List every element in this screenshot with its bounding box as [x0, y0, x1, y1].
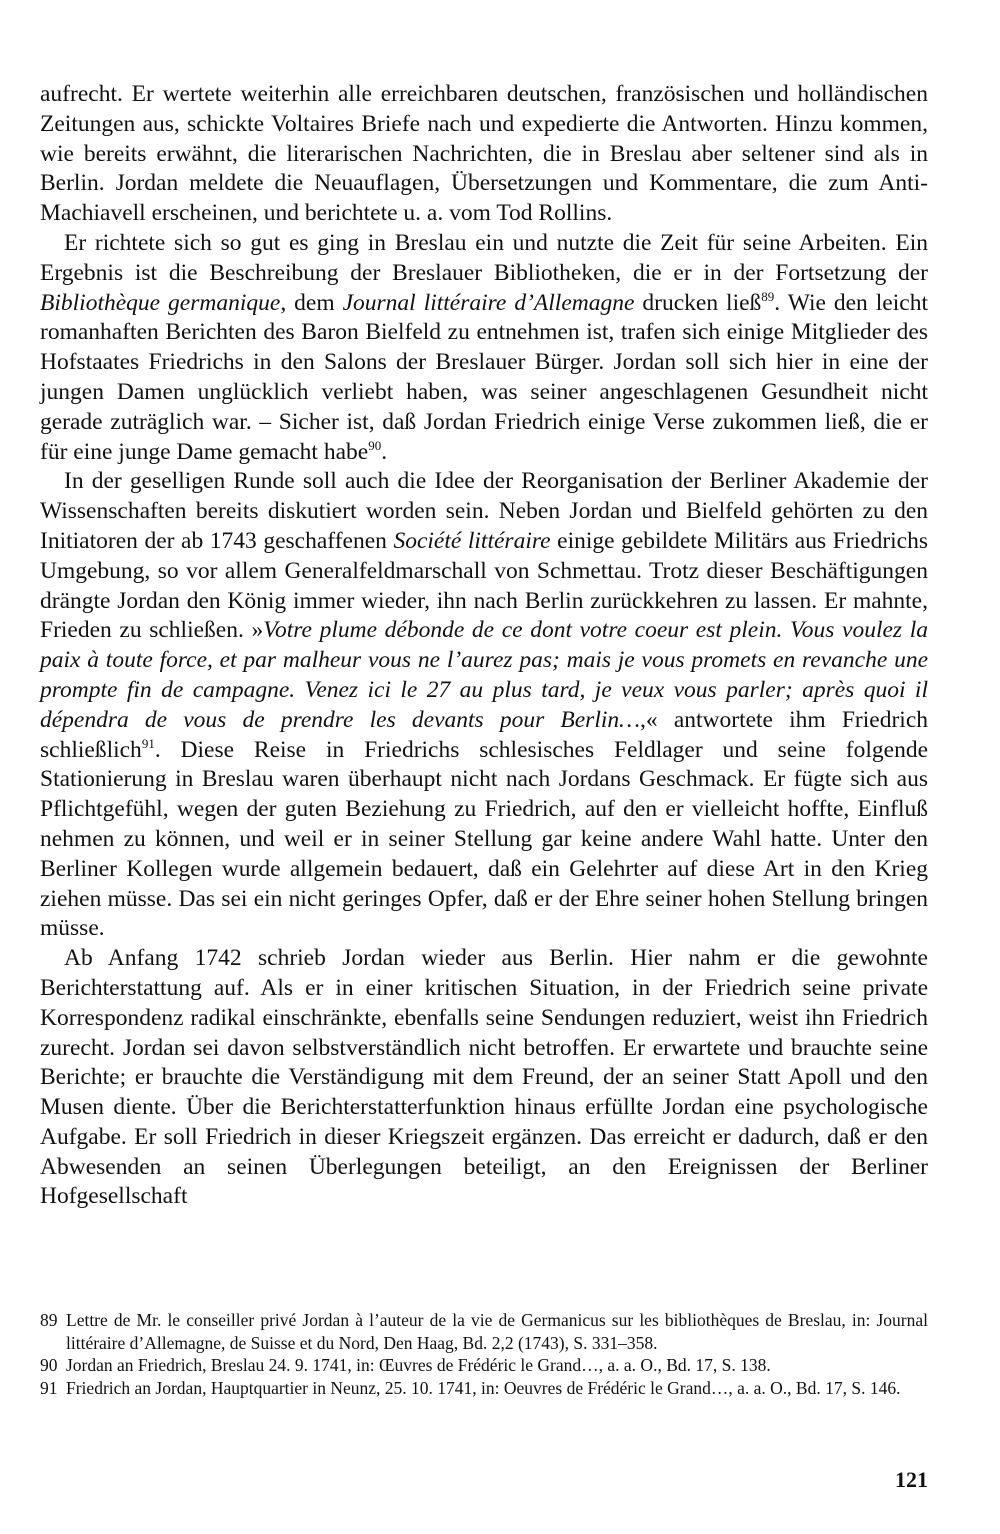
- text-run: . Wie den leicht romanhaften Berichten des Baron Bielfeld zu entnehmen ist, trafen sich einige Mitglieder des Hofstaates Friedrichs in den Salons der Breslauer Bürger. Jordan soll sich hier in eine der jungen Damen unglücklich verliebt haben, was seiner angeschlagenen Gesundheit nicht gerade zuträglich war. – Sicher ist, daß Jordan Friedrich einige Verse zukommen ließ, die er für eine junge Dame gemacht habe: [40, 289, 928, 465]
- footnote-text: Jordan an Friedrich, Breslau 24. 9. 1741, in: Œuvres de Frédéric le Grand…, a. a. O., Bd. 17, S. 138.: [66, 1355, 771, 1375]
- footnote-reference: 90: [368, 437, 382, 453]
- paragraph: [40, 229, 928, 467]
- footnote-reference: 89: [761, 288, 775, 304]
- footnote-number: 91: [40, 1377, 58, 1398]
- text-run: Ab Anfang 1742 schrieb Jordan wieder aus Berlin. Hier nahm er die gewohnte Berichterstattung auf. Als er in einer kritischen Situation, in der Friedrich seine private Korrespondenz radikal einschränkte, ebenfalls seine Sendungen reduziert, weist ihn Friedrich zurecht. Jordan sei davon selbstverständlich nicht betroffen. Er erwartete und brauchte seine Berichte; er brauchte die Verständigung mit dem Freund, der an seiner Statt Apoll und den Musen diente. Über die Berichterstatterfunktion hinaus erfüllte Jordan eine psychologische Aufgabe. Er soll Friedrich in dieser Kriegszeit ergänzen. Das erreicht er dadurch, daß er den Abwesenden an seinen Überlegungen beteiligt, an den Ereignissen der Berliner Hofgesellschaft: [40, 945, 928, 1210]
- paragraph: [40, 80, 928, 229]
- text-run: . Diese Reise in Friedrichs schlesisches Feldlager und seine folgende Stationierung in Breslau waren überhaupt nicht nach Jordans Geschmack. Er fügte sich aus Pflichtgefühl, wegen der guten Beziehung zu Friedrich, auf den er vielleicht hoffte, Einfluß nehmen zu können, und weil er in seiner Stellung gar keine andere Wahl hatte. Unter den Berliner Kollegen wurde allgemein bedauert, daß ein Gelehrter auf diese Art in den Krieg ziehen müsse. Das sei ein nicht geringes Opfer, daß er der Ehre seiner hohen Stellung bringen müsse.: [40, 736, 928, 942]
- text-run: aufrecht. Er wertete weiterhin alle erreichbaren deutschen, französischen und holländischen Zeitungen aus, schickte Voltaires Briefe nach und expedierte die Antworten. Hinzu kommen, wie bereits erwähnt, die literarischen Nachrichten, die in Breslau aber seltener sind als in Berlin. Jordan meldete die Neuauflagen, Übersetzungen und Kommentare, die zum Anti-Machiavell erscheinen, und berichtete u. a. vom Tod Rollins.: [40, 81, 928, 227]
- paragraph: [40, 467, 928, 944]
- footnote: [40, 1354, 928, 1377]
- text-run: , dem: [280, 289, 343, 316]
- footnote: [40, 1309, 928, 1354]
- footnote-reference: 91: [141, 735, 155, 751]
- main-text: [40, 80, 928, 1212]
- text-run: drucken ließ: [634, 289, 762, 316]
- text-run: .: [381, 438, 388, 465]
- italic-text: Journal littéraire d’Allemagne: [342, 289, 635, 316]
- italic-text: Bibliothèque germanique: [40, 289, 281, 316]
- page-number: 121: [895, 1467, 928, 1492]
- text-run: einige gebildete Militärs aus Friedrichs Umgebung, so vor allem Generalfeldmarschall von Schmettau. Trotz dieser Beschäftigungen drängte Jordan den König immer wieder, ihn nach Berlin zurückkehren zu lassen. Er mahnte, Frieden zu schließen. »: [40, 527, 928, 644]
- paragraph: [40, 944, 928, 1212]
- footnote-text: Friedrich an Jordan, Hauptquartier in Neunz, 25. 10. 1741, in: Oeuvres de Frédéric le Grand…, a. a. O., Bd. 17, S. 146.: [66, 1377, 901, 1398]
- footnote-number: 90: [40, 1355, 58, 1375]
- text-run: In der geselligen Runde soll auch die Idee der Reorganisation der Berliner Akademie der Wissenschaften bereits diskutiert worden sein. Neben Jordan und Bielfeld gehörten zu den Initiatoren der ab 1743 geschaffenen: [40, 468, 928, 554]
- text-run: ,« antwortete ihm Friedrich schließlich: [40, 706, 928, 763]
- footnote: [40, 1377, 928, 1400]
- footnote-number: 89: [40, 1310, 58, 1330]
- footnote-text: Lettre de Mr. le conseiller privé Jordan à l’auteur de la vie de Germanicus sur les bibliothèques de Breslau, in: Journal littéraire d’Allemagne, de Suisse et du Nord, Den Haag, Bd. 2,2 (1743), S. 331–358.: [66, 1310, 928, 1353]
- footnotes: [40, 1309, 928, 1399]
- italic-text: Votre plume débonde de ce dont votre coeur est plein. Vous voulez la paix à toute force, et par malheur vous ne l’aurez pas; mais je vous promets en revanche une prompte fin de campagne. Venez ici le 27 au plus tard, je veux vous parler; après quoi il dépendra de vous de prendre les devants pour Berlin…: [40, 617, 928, 733]
- text-run: Er richtete sich so gut es ging in Breslau ein und nutzte die Zeit für seine Arbeiten. Ein Ergebnis ist die Beschreibung der Breslauer Bibliotheken, die er in der Fortsetzung der: [40, 229, 928, 286]
- italic-text: Société littéraire: [393, 527, 551, 554]
